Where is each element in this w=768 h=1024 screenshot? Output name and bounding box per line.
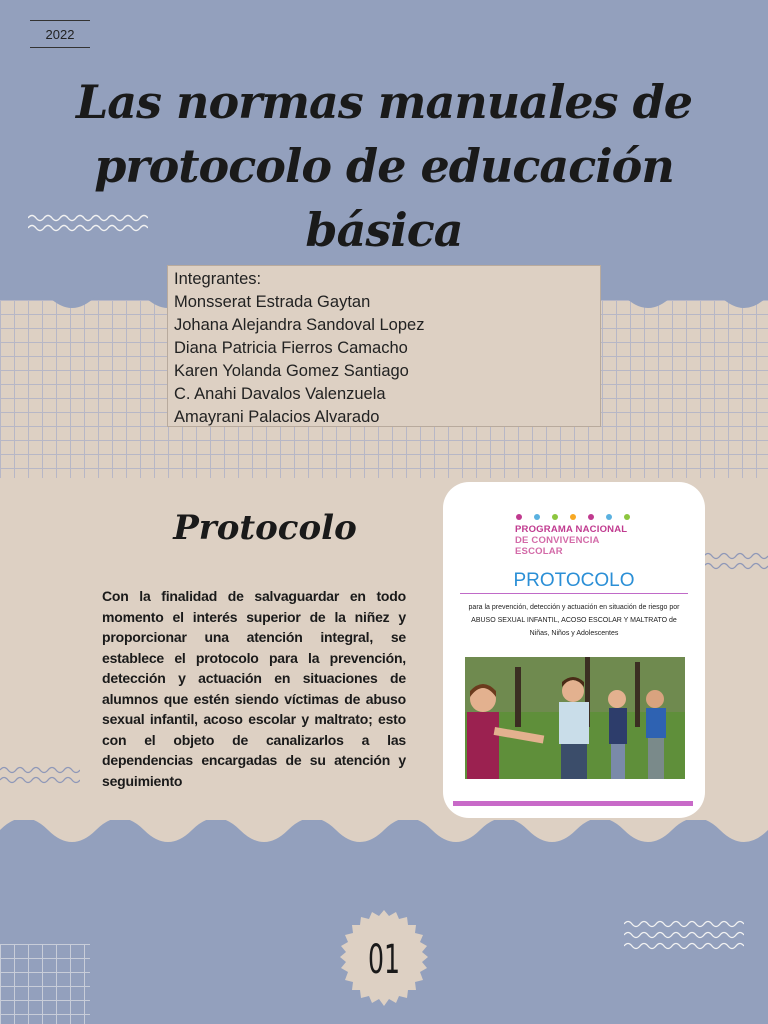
year-label: 2022 <box>30 20 90 48</box>
program-logo <box>515 510 635 562</box>
page-number-badge <box>334 910 434 1010</box>
title-line-3: básica <box>305 203 463 257</box>
member-name: Diana Patricia Fierros Camacho <box>174 339 408 357</box>
member-name: Monsserat Estrada Gaytan <box>174 293 371 311</box>
member-name: C. Anahi Davalos Valenzuela <box>174 385 386 403</box>
protocol-divider <box>460 593 688 594</box>
wave-bottom-edge <box>0 820 768 870</box>
section-title: Protocolo <box>173 508 357 548</box>
grid-decoration-bottom-left <box>0 944 90 1024</box>
member-name: Amayrani Palacios Alvarado <box>174 408 380 426</box>
protocol-subtitle-line-2: ABUSO SEXUAL INFANTIL, ACOSO ESCOLAR Y MALTRATO de <box>471 617 677 624</box>
protocol-heading: PROTOCOLO <box>513 570 635 591</box>
logo-decoration-icon <box>515 510 635 524</box>
zigzag-decoration-left <box>0 766 80 788</box>
children-running-photo <box>465 657 685 779</box>
members-box <box>167 265 601 427</box>
members-heading: Integrantes: <box>174 270 262 288</box>
protocol-subtitle <box>460 601 688 640</box>
protocol-subtitle-line-1: para la prevención, detección y actuación en situación de riesgo por <box>468 604 680 611</box>
title-line-1: Las normas manuales de <box>75 75 693 129</box>
protocol-subtitle-line-3: Niñas, Niños y Adolescentes <box>529 630 619 637</box>
zigzag-decoration-bottom-right <box>624 920 744 954</box>
page-title <box>60 70 708 262</box>
logo-line-1: PROGRAMA NACIONAL <box>515 524 628 535</box>
zigzag-decoration-right <box>704 552 768 574</box>
section-body-text: Con la finalidad de salvaguardar en todo momento el interés superior de la niñez y proporcionar una atención integral, se establece el protocolo para la prevención, detección y actuación en situaciones de alumnos que estén siendo víctimas de abuso sexual infantil, acoso escolar y maltrato; esto con el objeto de canalizarlos a las dependencias encargadas de su atención y seguimiento <box>102 588 406 789</box>
card-accent-bar <box>453 801 693 806</box>
logo-line-2: DE CONVIVENCIA ESCOLAR <box>515 535 600 557</box>
title-line-2: protocolo de educación <box>94 139 674 193</box>
page-number: 01 <box>367 937 401 983</box>
member-name: Johana Alejandra Sandoval Lopez <box>174 316 425 334</box>
member-name: Karen Yolanda Gomez Santiago <box>174 362 409 380</box>
